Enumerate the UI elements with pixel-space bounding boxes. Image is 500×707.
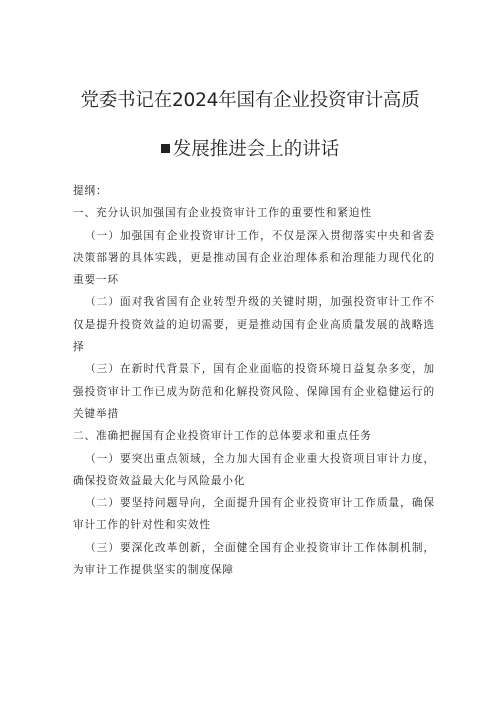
outline-item-1-2: （二）面对我省国有企业转型升级的关键时期，加强投资审计工作不仅是提升投资效益的迫切需要，更是推动国有企业高质量发展的战略选择 (73, 296, 435, 354)
document-title-line-1: 党委书记在2024年国有企业投资审计高质 (80, 90, 420, 111)
outline-label: 提纲： (73, 185, 108, 197)
document-body (73, 180, 435, 581)
outline-item-2-3: （三）要深化改革创新，全面健全国有企业投资审计工作体制机制，为审计工作提供坚实的制度保障 (73, 541, 435, 577)
outline-item-2-1: （一）要突出重点领域，全力加大国有企业重大投资项目审计力度，确保投资效益最大化与风险最小化 (73, 452, 435, 487)
section-heading-1: 一、充分认识加强国有企业投资审计工作的重要性和紧迫性 (73, 207, 372, 220)
square-bullet-icon (161, 144, 170, 153)
document-title-line-2 (0, 135, 500, 161)
section-heading-2: 二、准确把握国有企业投资审计工作的总体要求和重点任务 (73, 430, 372, 443)
document-title-line-2-text: 发展推进会上的讲话 (172, 139, 340, 160)
outline-item-1-1: （一）加强国有企业投资审计工作，不仅是深入贯彻落实中央和省委决策部署的具体实践，更是推动国有企业治理体系和治理能力现代化的重要一环 (73, 229, 435, 287)
outline-item-1-3: （三）在新时代背景下，国有企业面临的投资环境日益复杂多变，加强投资审计工作已成为防范和化解投资风险、保障国有企业稳健运行的关键举措 (73, 363, 435, 420)
outline-item-2-2: （二）要坚持问题导向，全面提升国有企业投资审计工作质量，确保审计工作的针对性和实效性 (73, 497, 435, 532)
